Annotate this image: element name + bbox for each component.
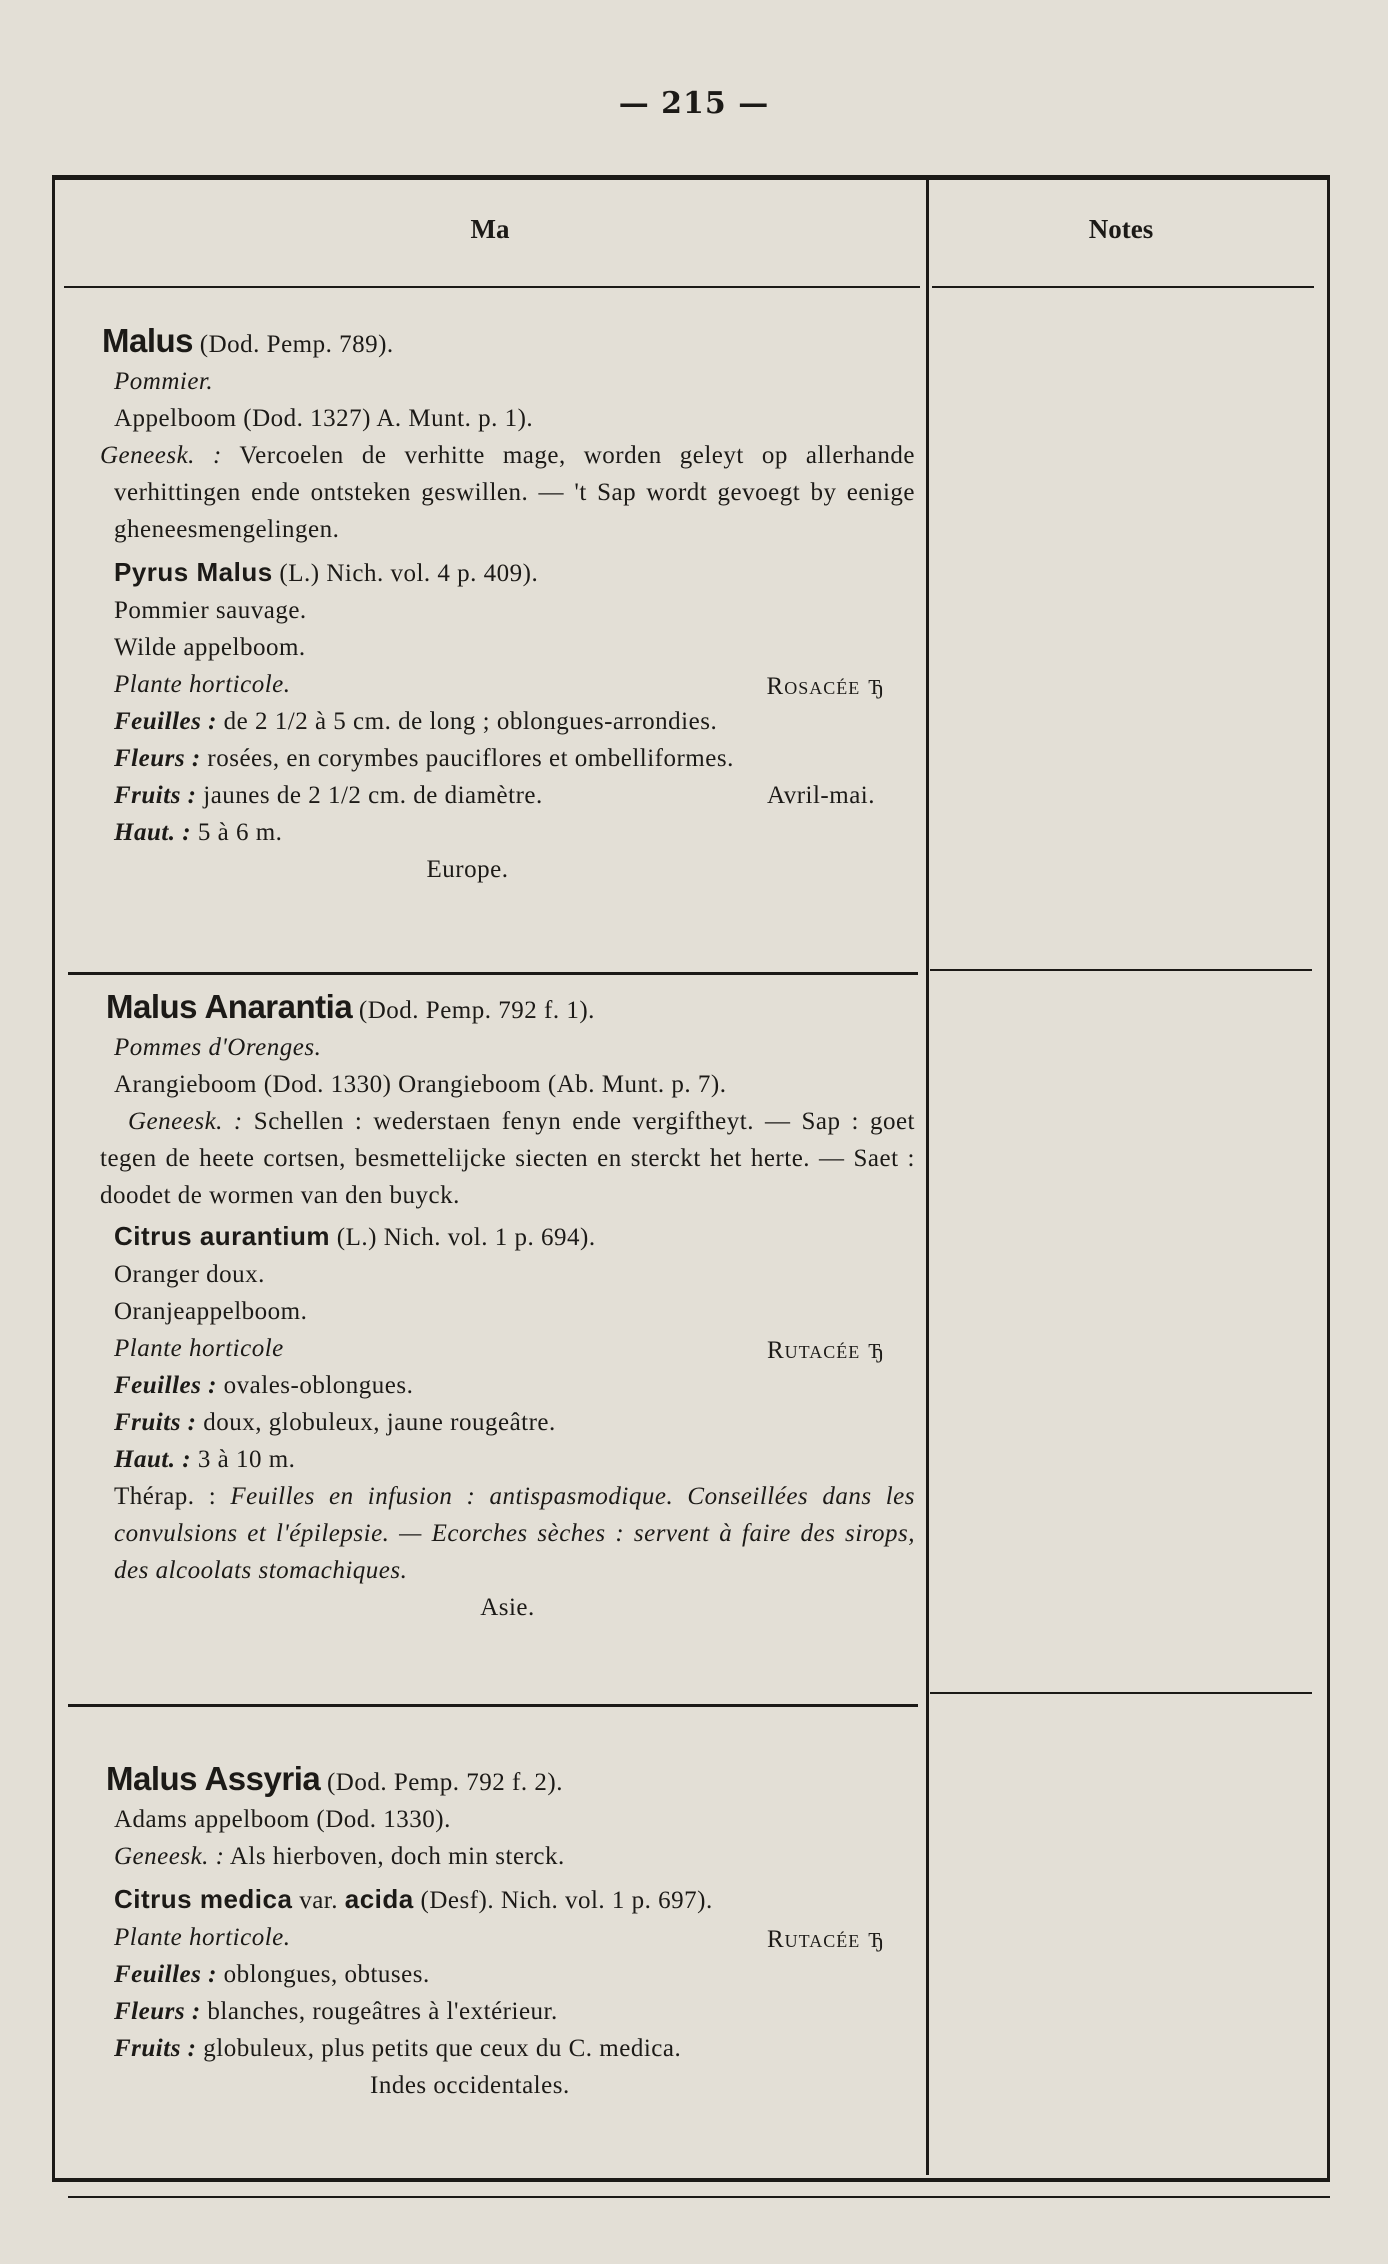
- height-row: [100, 814, 915, 851]
- page-number: — 215 —: [618, 86, 770, 121]
- header-rule-right: [932, 286, 1314, 288]
- geneesk-body: Schellen : wederstaen fenyn ende vergiftheyt. — Sap : goet tegen de heete cortsen, besmettelijcke siecten en sterckt het herte. — Saet : doodet de wormen van den buyck.: [100, 1108, 915, 1209]
- geneesk-label: Geneesk. :: [100, 442, 222, 469]
- entry-title: Malus Assyria: [106, 1760, 321, 1797]
- fruits-row: [100, 2030, 915, 2067]
- leaves-label: Feuilles :: [114, 1961, 217, 1988]
- therap-label: Thérap. :: [114, 1483, 217, 1510]
- geneesk-label: Geneesk. :: [128, 1108, 243, 1135]
- notes-divider: [930, 969, 1312, 971]
- entry-title-row: [102, 322, 915, 363]
- therap-body: Feuilles en infusion : antispasmodique. Conseillées dans les convulsions et l'épilepsie. — Ecorches sèches : servent à faire des sirops, des alcoolats stomachiques.: [114, 1483, 915, 1584]
- entry-divider: [68, 1704, 918, 1707]
- header-rule-left: [64, 286, 920, 288]
- scientific-name: Pyrus Malus: [114, 557, 273, 587]
- leaves-label: Feuilles :: [114, 1372, 217, 1399]
- leaves-text: ovales-oblongues.: [223, 1372, 414, 1399]
- flowering-period: Avril-mai.: [767, 782, 875, 809]
- plant-type-row: [100, 1330, 915, 1367]
- origin: Europe.: [426, 856, 509, 883]
- fruits-label: Fruits :: [114, 782, 197, 809]
- plant-type: Plante horticole.: [114, 671, 291, 698]
- fruits-label: Fruits :: [114, 1409, 197, 1436]
- scientific-ref: (Desf). Nich. vol. 1 p. 697).: [420, 1887, 713, 1914]
- common-name-fr: Pommier sauvage.: [114, 597, 307, 624]
- column-header-notes: Notes: [1088, 214, 1154, 244]
- origin: Asie.: [480, 1594, 535, 1621]
- dutch-name: Arangieboom (Dod. 1330) Orangieboom (Ab. Munt. p. 7).: [114, 1071, 727, 1098]
- plant-type-row: [100, 666, 915, 703]
- leaves-text: oblongues, obtuses.: [223, 1961, 430, 1988]
- french-name: Pommes d'Orenges.: [114, 1034, 322, 1061]
- shrub-symbol-icon: ђ: [868, 1332, 885, 1365]
- leaves-row: [100, 1956, 915, 1993]
- scientific-name: Citrus aurantium: [114, 1221, 331, 1251]
- bottom-rule: [52, 2178, 1330, 2182]
- scientific-name-row: [100, 554, 915, 592]
- height-label: Haut. :: [114, 819, 192, 846]
- scientific-name-row: [100, 1218, 915, 1256]
- height-row: [100, 1441, 915, 1478]
- scientific-ref: (L.) Nich. vol. 1 p. 694).: [336, 1224, 596, 1251]
- scientific-variety: acida: [344, 1884, 414, 1914]
- plant-family: Rutacée ђ: [766, 1921, 885, 1954]
- leaves-label: Feuilles :: [114, 708, 217, 735]
- geneesk-body: Als hierboven, doch min sterck.: [229, 1843, 565, 1870]
- dutch-name: Appelboom (Dod. 1327) A. Munt. p. 1).: [114, 405, 534, 432]
- leaves-text: de 2 1/2 à 5 cm. de long ; oblongues-arrondies.: [223, 708, 718, 735]
- entry-malus: [100, 322, 915, 888]
- flowers-row: [100, 1993, 915, 2030]
- plant-type: Plante horticole.: [114, 1924, 291, 1951]
- height-text: 3 à 10 m.: [197, 1446, 296, 1473]
- plant-type: Plante horticole: [114, 1335, 284, 1362]
- notes-divider: [930, 1692, 1312, 1694]
- common-name-nl: Oranjeappelboom.: [114, 1298, 308, 1325]
- entry-title: Malus: [102, 322, 194, 359]
- scientific-name: Citrus medica: [114, 1884, 293, 1914]
- geneesk-body: Vercoelen de verhitte mage, worden geleyt op allerhande verhittingen ende ontsteken geswillen. — 't Sap wordt gevoegt by eenige gheneesmengelingen.: [114, 442, 915, 543]
- geneesk-label: Geneesk. :: [114, 1843, 225, 1870]
- fruits-text: globuleux, plus petits que ceux du C. medica.: [203, 2035, 682, 2062]
- entry-source: (Dod. Pemp. 789).: [199, 331, 394, 358]
- height-label: Haut. :: [114, 1446, 192, 1473]
- entry-malus-assyria: [100, 1760, 915, 2104]
- entry-source: (Dod. Pemp. 792 f. 1).: [358, 997, 595, 1024]
- entry-title-row: [106, 1760, 915, 1801]
- shrub-symbol-icon: ђ: [868, 1921, 885, 1954]
- column-header-ma: Ma: [470, 214, 510, 244]
- leaves-row: [100, 703, 915, 740]
- geneesk-text: [86, 437, 915, 548]
- flowers-text: rosées, en corymbes pauciflores et ombelliformes.: [207, 745, 734, 772]
- common-name-nl: Wilde appelboom.: [114, 634, 306, 661]
- flowers-row: [100, 740, 915, 777]
- leaves-row: [100, 1367, 915, 1404]
- common-name-fr: Oranger doux.: [114, 1261, 265, 1288]
- geneesk-row: [100, 1838, 915, 1875]
- flowers-label: Fleurs :: [114, 1998, 201, 2025]
- plant-family: Rutacée ђ: [766, 1332, 885, 1365]
- flowers-text: blanches, rougeâtres à l'extérieur.: [207, 1998, 558, 2025]
- column-divider: [926, 180, 929, 2175]
- entry-title-row: [106, 988, 915, 1029]
- entry-source: (Dod. Pemp. 792 f. 2).: [326, 1769, 563, 1796]
- fruits-text: jaunes de 2 1/2 cm. de diamètre.: [203, 782, 543, 809]
- plant-family: Rosacée ђ: [766, 668, 885, 701]
- flowers-label: Fleurs :: [114, 745, 201, 772]
- scientific-var: var.: [299, 1887, 338, 1914]
- entry-title: Malus Anarantia: [106, 988, 353, 1025]
- scientific-ref: (L.) Nich. vol. 4 p. 409).: [279, 560, 539, 587]
- shrub-symbol-icon: ђ: [868, 668, 885, 701]
- entry-divider: [68, 972, 918, 975]
- fruits-row: [100, 777, 915, 814]
- fruits-row: [100, 1404, 915, 1441]
- fruits-label: Fruits :: [114, 2035, 197, 2062]
- therap-text: [100, 1478, 915, 1589]
- height-text: 5 à 6 m.: [197, 819, 283, 846]
- entry-malus-anarantia: [100, 988, 915, 1626]
- fruits-text: doux, globuleux, jaune rougeâtre.: [203, 1409, 556, 1436]
- plant-type-row: [100, 1919, 915, 1956]
- dutch-name: Adams appelboom (Dod. 1330).: [114, 1806, 451, 1833]
- scientific-name-row: [100, 1881, 915, 1919]
- french-name: Pommier.: [114, 368, 214, 395]
- origin: Indes occidentales.: [370, 2072, 570, 2099]
- geneesk-text: [86, 1103, 915, 1214]
- bottom-rule-secondary: [68, 2196, 1330, 2198]
